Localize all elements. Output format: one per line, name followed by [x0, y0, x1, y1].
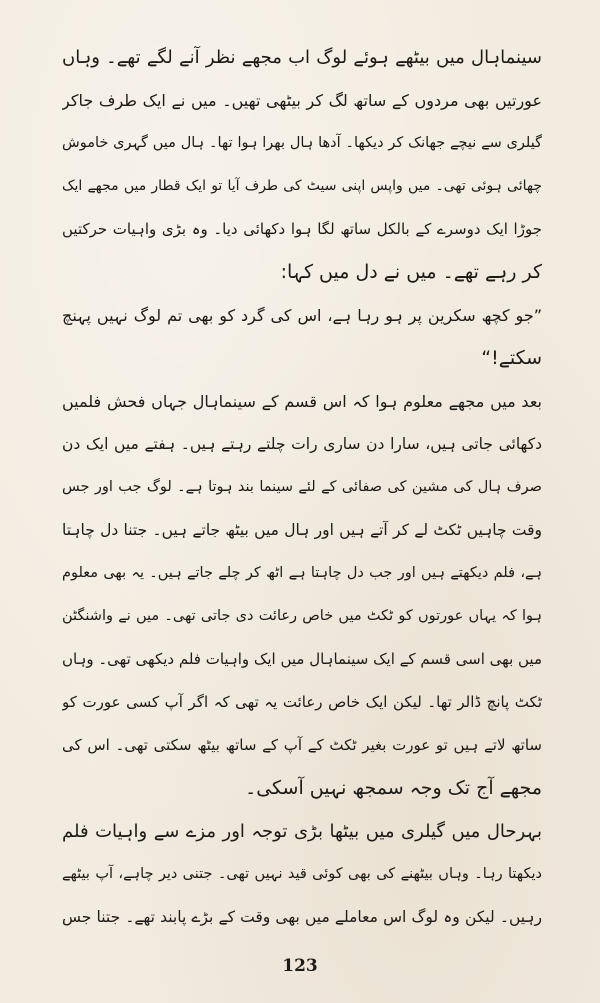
page-number: 123 — [282, 956, 318, 976]
text-line: ”جو کچھ سکرین پر ہو رہا ہے، اس کی گرد کو بھی تم لوگ نہیں پہنچ — [62, 306, 542, 325]
text-line: سکتے!“ — [481, 347, 542, 369]
text-line: رہیں۔ لیکن وہ لوگ اس معاملے میں بھی وقت کے بڑے پابند تھے۔ جتنا جس — [62, 908, 542, 926]
text-line: مجھے آج تک وجہ سمجھ نہیں آسکی۔ — [245, 777, 542, 799]
text-line: دکھائی جاتی ہیں، سارا دن ساری رات چلتے رہتے ہیں۔ ہفتے میں ایک دن — [62, 435, 542, 453]
text-line: ٹکٹ پانچ ڈالر تھا۔ لیکن ایک خاص رعائت یہ تھی کہ اگر آپ کسی عورت کو — [62, 693, 542, 711]
quote-paragraph — [62, 294, 542, 380]
text-line: جوڑا ایک دوسرے کے بالکل ساتھ لگا ہوا دکھائی دیا۔ وہ بڑی واہیات حرکتیں — [62, 220, 542, 238]
text-line: عورتیں بھی مردوں کے ساتھ لگ کر بیٹھی تھیں۔ میں نے ایک طرف جاکر — [62, 91, 542, 110]
paragraph-3 — [62, 380, 542, 810]
text-line: ہے، فلم دیکھتے ہیں اور جب دل چاہتا ہے اٹھ کر چلے جاتے ہیں۔ یہ بھی معلوم — [62, 565, 542, 581]
text-line: سینماہال میں بیٹھے ہوئے لوگ اب مجھے نظر آنے لگے تھے۔ وہاں — [62, 47, 542, 68]
text-line: صرف ہال کی مشین کی صفائی کے لئے سینما بند ہوتا ہے۔ لوگ جب اور جس — [62, 479, 542, 495]
text-line: ساتھ لاتے ہیں تو عورت بغیر ٹکٹ کے آپ کے ساتھ بیٹھ سکتی تھی۔ اس کی — [62, 736, 542, 754]
text-line: چھائی ہوئی تھی۔ میں واپس اپنی سیٹ کی طرف آیا تو ایک قطار میں مجھے ایک — [62, 178, 542, 194]
text-line: گیلری سے نیچے جھانک کر دیکھا۔ آدھا ہال بھرا ہوا تھا۔ ہال میں گہری خاموش — [62, 135, 542, 151]
text-line: میں بھی اسی قسم کے ایک سینماہال میں ایک واہیات فلم دیکھی تھی۔ وہاں — [62, 650, 542, 668]
paragraph-4 — [62, 810, 542, 939]
text-line: وقت چاہیں ٹکٹ لے کر آتے ہیں اور ہال میں بیٹھ جاتے ہیں۔ جتنا دل چاہتا — [62, 521, 542, 539]
text-line: دیکھتا رہا۔ وہاں بیٹھنے کی بھی کوئی قید نہیں تھی۔ جتنی دیر چاہے، آپ بیٹھے — [62, 866, 542, 882]
page-text — [62, 36, 542, 939]
text-line: ہوا کہ یہاں عورتوں کو ٹکٹ میں خاص رعائت دی جاتی تھی۔ میں نے واشنگٹن — [62, 608, 542, 624]
text-line: بہرحال میں گیلری میں بیٹھا بڑی توجہ اور مزے سے واہیات فلم — [62, 821, 542, 842]
text-line: کر رہے تھے۔ میں نے دل میں کہا: — [280, 261, 542, 283]
paragraph-1 — [62, 36, 542, 294]
text-line: بعد میں مجھے معلوم ہوا کہ اس قسم کے سینماہال جہاں فحش فلمیں — [62, 392, 542, 411]
